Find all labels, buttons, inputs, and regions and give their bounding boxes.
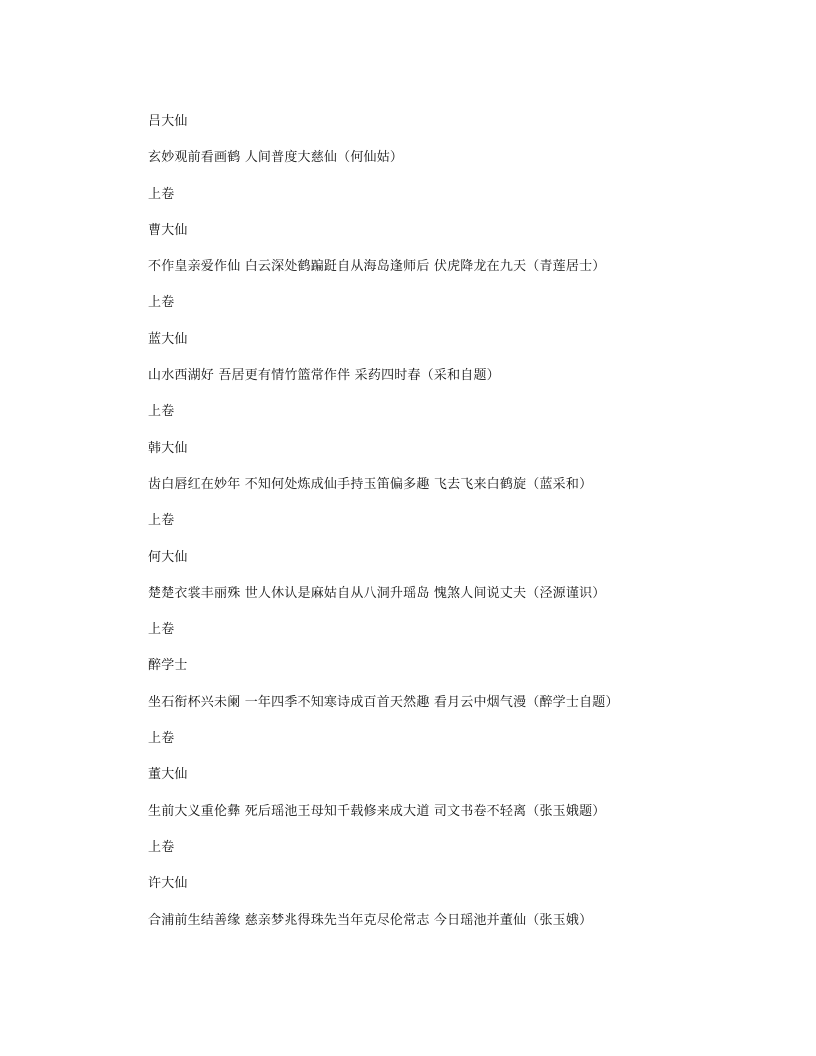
volume-label: 上卷 bbox=[148, 839, 175, 855]
heading-dong-daxian: 董大仙 bbox=[148, 767, 188, 783]
volume-label: 上卷 bbox=[148, 513, 175, 529]
volume-label: 上卷 bbox=[148, 622, 175, 638]
volume-label: 上卷 bbox=[148, 295, 175, 311]
poem-line: 山水西湖好 吾居更有情竹篮常作伴 采药四时春（采和自题） bbox=[148, 368, 500, 384]
heading-he-daxian: 何大仙 bbox=[148, 549, 188, 565]
poem-line: 不作皇亲爱作仙 白云深处鹤蹁跹自从海岛逢师后 伏虎降龙在九天（青莲居士） bbox=[148, 259, 606, 275]
poem-line: 楚楚衣裳丰丽殊 世人休认是麻姑自从八洞升瑶岛 愧煞人间说丈夫（泾源谨识） bbox=[148, 585, 606, 601]
heading-zui-xueshi: 醉学士 bbox=[148, 658, 188, 674]
heading-lu-daxian: 吕大仙 bbox=[148, 114, 188, 129]
volume-label: 上卷 bbox=[148, 186, 175, 202]
heading-lan-daxian: 蓝大仙 bbox=[148, 331, 188, 347]
poem-line: 坐石衔杯兴未阑 一年四季不知寒诗成百首天然趣 看月云中烟气漫（醉学士自题） bbox=[148, 694, 619, 710]
volume-label: 上卷 bbox=[148, 731, 175, 747]
document-page bbox=[148, 112, 768, 947]
poem-line: 玄妙观前看画鹤 人间普度大慈仙（何仙姑） bbox=[148, 150, 404, 166]
heading-xu-daxian: 许大仙 bbox=[148, 876, 188, 892]
poem-line: 齿白唇红在妙年 不知何处炼成仙手持玉笛偏多趣 飞去飞来白鹤旋（蓝采和） bbox=[148, 476, 593, 492]
poem-line: 生前大义重伦彝 死后瑶池王母知千载修来成大道 司文书卷不轻离（张玉娥题） bbox=[148, 803, 606, 819]
heading-cao-daxian: 曹大仙 bbox=[148, 222, 188, 238]
poem-line: 合浦前生结善缘 慈亲梦兆得珠先当年克尽伦常志 今日瑶池并董仙（张玉娥） bbox=[148, 912, 593, 928]
volume-label: 上卷 bbox=[148, 404, 175, 420]
heading-han-daxian: 韩大仙 bbox=[148, 440, 188, 456]
